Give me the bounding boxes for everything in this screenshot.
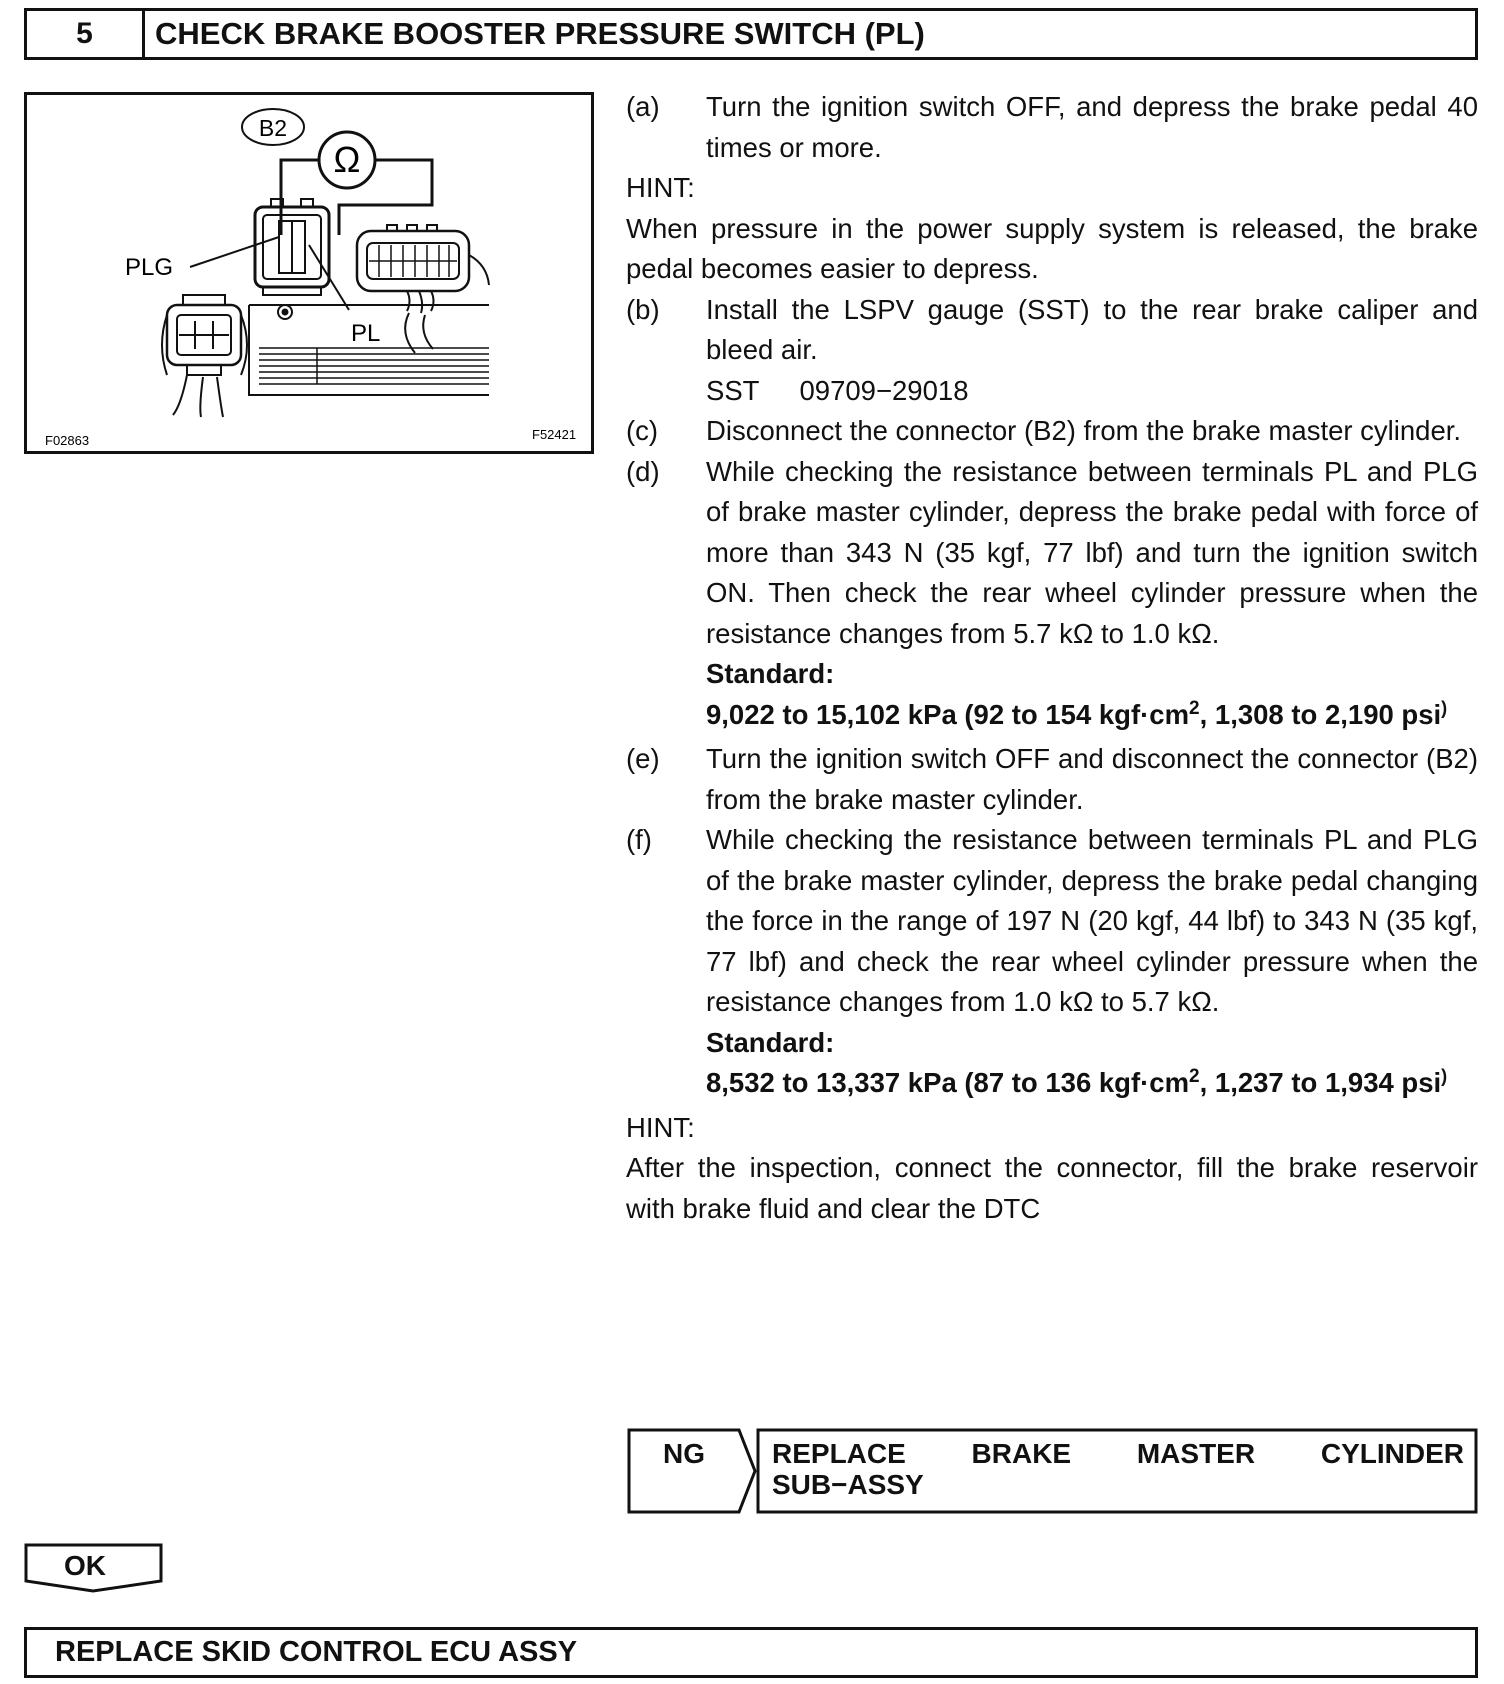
ok-label: OK xyxy=(64,1550,106,1581)
step-title: CHECK BRAKE BOOSTER PRESSURE SWITCH (PL) xyxy=(155,16,925,51)
step-b xyxy=(626,290,1478,412)
next-action-text: REPLACE SKID CONTROL ECU ASSY xyxy=(55,1636,578,1668)
connector-illustration xyxy=(27,95,591,451)
ng-action-text xyxy=(772,1438,1464,1500)
step-label: (f) xyxy=(626,824,652,855)
step-text: While checking the resistance between terminals PL and PLG of brake master cylinder, depress the brake pedal with force of more than 343 N (35 kgf, 77 lbf) and turn the ignition switch ON. Then check the rear wheel cylinder pressure when the resistance changes from 5.7 kΩ to 1.0 kΩ. xyxy=(706,455,1478,649)
step-a xyxy=(626,87,1478,168)
ohm-symbol: Ω xyxy=(333,139,361,180)
b2-label: B2 xyxy=(258,115,288,141)
ok-result-tag xyxy=(24,1543,164,1593)
hint-text: When pressure in the power supply system is released, the brake pedal becomes easier to depress. xyxy=(626,212,1478,284)
step-d xyxy=(626,452,1478,740)
ng-action-word: CYLINDER xyxy=(1320,1438,1464,1469)
step-label: (c) xyxy=(626,415,659,446)
step-label: (d) xyxy=(626,455,660,487)
connector-diagram xyxy=(24,92,594,454)
step-number: 5 xyxy=(27,11,145,57)
hint-label: HINT: xyxy=(626,1111,695,1143)
plg-terminal-label: PLG xyxy=(125,254,174,281)
step-c xyxy=(626,411,1478,452)
step-text: While checking the resistance between terminals PL and PLG of the brake master cylinder, depress the brake pedal changing the force in the range of 197 N (20 kgf, 44 lbf) to 343 N (35 kgf, 77 lbf) and check the rear wheel cylinder pressure when the resistance changes from 1.0 kΩ to 5.7 kΩ. xyxy=(706,824,1478,1017)
standard-label: Standard: xyxy=(706,658,835,689)
step-text: Install the LSPV gauge (SST) to the rear brake caliper and bleed air. xyxy=(706,293,1478,365)
pl-terminal-label: PL xyxy=(351,320,381,347)
next-action-box xyxy=(24,1627,1478,1678)
step-text: Turn the ignition switch OFF and disconnect the connector (B2) from the brake master cylinder. xyxy=(706,743,1478,815)
sst-line xyxy=(706,371,1478,412)
ng-action-word: REPLACE xyxy=(772,1438,906,1469)
hint-label: HINT: xyxy=(626,172,695,203)
figure-code-right: F52421 xyxy=(532,427,577,442)
step-f xyxy=(626,820,1478,1108)
step-header xyxy=(24,8,1478,60)
step-label: (b) xyxy=(626,293,660,325)
standard-value: 9,022 to 15,102 kPa (92 to 154 $kgf\cdot cm^2$, 1,308 to 2,190 psi) xyxy=(706,697,1448,730)
ng-result-box xyxy=(627,1428,1478,1514)
standard-value: 8,532 to 13,337 kPa (87 to 136 $kgf\cdot cm^2$, 1,237 to 1,934 psi) xyxy=(706,1066,1448,1098)
ng-action-line2: SUB−ASSY xyxy=(772,1469,924,1500)
step-text: Disconnect the connector (B2) from the brake master cylinder. xyxy=(706,415,1462,446)
instruction-steps xyxy=(626,87,1478,1229)
sst-code: 09709−29018 xyxy=(799,374,969,406)
step-label: (a) xyxy=(626,91,660,122)
sst-label: SST xyxy=(706,374,760,406)
step-e xyxy=(626,739,1478,820)
step-label: (e) xyxy=(626,743,660,774)
step-text: Turn the ignition switch OFF, and depress the brake pedal 40 times or more. xyxy=(706,91,1478,163)
ng-action-word: MASTER xyxy=(1136,1438,1256,1469)
ng-label: NG xyxy=(663,1438,705,1469)
standard-label: Standard: xyxy=(706,1026,835,1058)
hint-text: After the inspection, connect the connector, fill the brake reservoir with brake fluid and clear the DTC xyxy=(626,1152,1478,1224)
figure-code-left: F02863 xyxy=(45,433,90,448)
ng-action-word: BRAKE xyxy=(971,1438,1072,1469)
